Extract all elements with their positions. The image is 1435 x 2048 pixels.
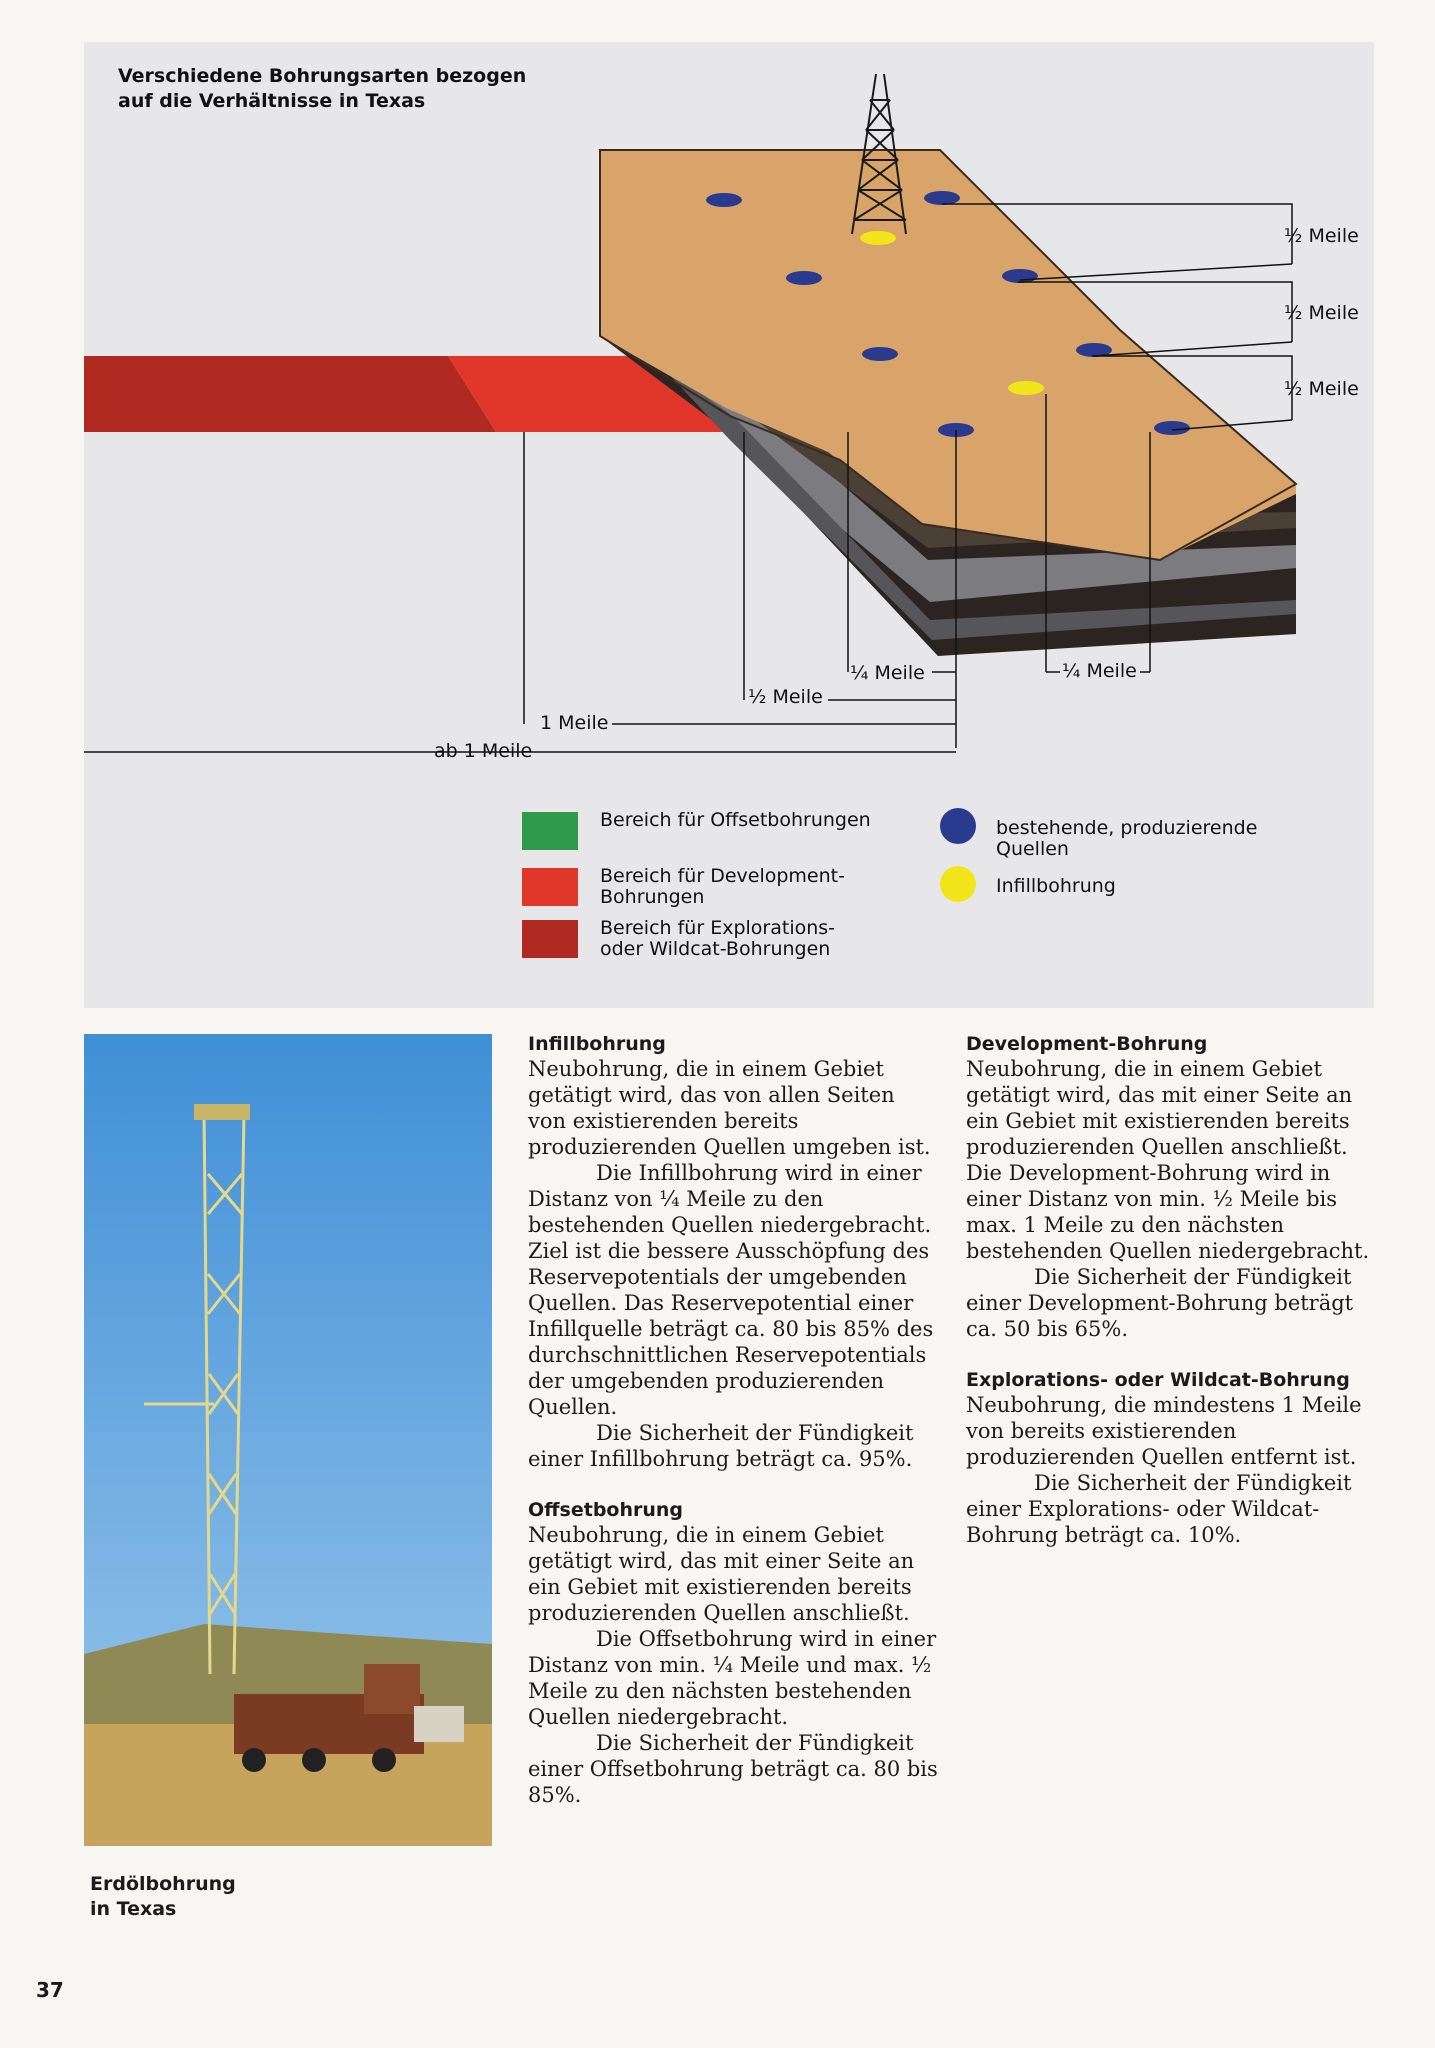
legend-producing-well-icon bbox=[940, 808, 976, 844]
ground-surface bbox=[600, 150, 1296, 560]
distance-label-half: ½ Meile bbox=[748, 686, 823, 708]
photo-caption-line1: Erdölbohrung bbox=[90, 1873, 236, 1895]
legend-infill-well-icon bbox=[940, 866, 976, 902]
distance-label-from-one-mile: ab 1 Meile bbox=[434, 740, 533, 762]
distance-label-quarter-left: ¼ Meile bbox=[850, 662, 925, 684]
distance-label-one-mile: 1 Meile bbox=[540, 712, 609, 734]
infill-well-icon bbox=[1008, 381, 1044, 395]
producing-well-icon bbox=[706, 193, 742, 207]
legend-development-label: Bereich für Development-Bohrungen bbox=[600, 865, 845, 908]
article-exploration-heading: Explorations- oder Wildcat-Bohrung bbox=[966, 1369, 1350, 1391]
producing-well-icon bbox=[1154, 421, 1190, 435]
article-infill-p1: Neubohrung, die in einem Gebiet getätigt wird, das von allen Seiten von existierenden bereits produzierenden Quellen umgeben ist. bbox=[528, 1057, 931, 1159]
article-infill-heading: Infillbohrung bbox=[528, 1033, 666, 1055]
page-number: 37 bbox=[36, 1978, 64, 2002]
producing-well-icon bbox=[1002, 269, 1038, 283]
photo-caption bbox=[90, 1872, 236, 1922]
article-offset-p2: Die Offsetbohrung wird in einer Distanz von min. ¼ Meile und max. ½ Meile zu den nächsten bestehenden Quellen niedergebracht. bbox=[528, 1627, 937, 1729]
distance-label-quarter-right: ¼ Meile bbox=[1062, 660, 1137, 682]
producing-well-icon bbox=[924, 191, 960, 205]
producing-well-icon bbox=[786, 271, 822, 285]
article-offset bbox=[528, 1498, 938, 1808]
legend-development-swatch bbox=[522, 868, 578, 906]
exploration-zone bbox=[84, 356, 496, 432]
diagram-title-line1: Verschiedene Bohrungsarten bezogen bbox=[118, 65, 527, 87]
article-infill-p3: Die Sicherheit der Fündigkeit einer Infillbohrung beträgt ca. 95%. bbox=[528, 1421, 914, 1471]
distance-label-half-bottom: ½ Meile bbox=[1284, 378, 1359, 400]
article-exploration-p1: Neubohrung, die mindestens 1 Meile von bereits existierenden produzierenden Quellen entfernt ist. bbox=[966, 1393, 1362, 1469]
legend-producing-label: bestehende, produzierende Quellen bbox=[996, 817, 1258, 860]
article-infill bbox=[528, 1032, 938, 1472]
text-column-left bbox=[528, 1032, 938, 1834]
article-development-p1: Neubohrung, die in einem Gebiet getätigt wird, das mit einer Seite an ein Gebiet mit existierenden bereits produzierenden Quellen anschließt. Die Development-Bohrung wird in einer Distanz von min. ½ Meile bis max. 1 Meile zu den nächsten bestehenden Quellen niedergebracht. bbox=[966, 1057, 1370, 1263]
legend-infill-label: Infillbohrung bbox=[996, 875, 1116, 897]
diagram-title-line2: auf die Verhältnisse in Texas bbox=[118, 90, 426, 112]
text-column-right bbox=[966, 1032, 1376, 1574]
legend-offset-label: Bereich für Offsetbohrungen bbox=[600, 809, 871, 831]
distance-label-half-top: ½ Meile bbox=[1284, 225, 1359, 247]
article-development-heading: Development-Bohrung bbox=[966, 1033, 1208, 1055]
photo-caption-line2: in Texas bbox=[90, 1898, 177, 1920]
article-offset-heading: Offsetbohrung bbox=[528, 1499, 684, 1521]
legend-exploration-swatch bbox=[522, 920, 578, 958]
article-offset-p3: Die Sicherheit der Fündigkeit einer Offsetbohrung beträgt ca. 80 bis 85%. bbox=[528, 1731, 938, 1807]
distance-label-half-middle: ½ Meile bbox=[1284, 302, 1359, 324]
infill-well-icon bbox=[860, 231, 896, 245]
legend-offset-swatch bbox=[522, 812, 578, 850]
article-offset-p1: Neubohrung, die in einem Gebiet getätigt wird, das mit einer Seite an ein Gebiet mit existierenden bereits produzierenden Quellen anschließt. bbox=[528, 1523, 915, 1625]
article-exploration bbox=[966, 1368, 1376, 1548]
article-development bbox=[966, 1032, 1376, 1342]
oil-rig-photo bbox=[84, 1034, 492, 1846]
legend-exploration-label: Bereich für Explorations- oder Wildcat-Bohrungen bbox=[600, 917, 836, 960]
article-infill-p2: Die Infillbohrung wird in einer Distanz von ¼ Meile zu den bestehenden Quellen niedergebracht. Ziel ist die bessere Ausschöpfung des Reservepotentials der umgebenden Quellen. Das Reservepotential einer Infillquelle beträgt ca. 80 bis 85% des durchschnittlichen Reservepotentials der umgebenden produzierenden Quellen. bbox=[528, 1161, 934, 1419]
article-development-p2: Die Sicherheit der Fündigkeit einer Development-Bohrung beträgt ca. 50 bis 65%. bbox=[966, 1265, 1354, 1341]
article-exploration-p2: Die Sicherheit der Fündigkeit einer Explorations- oder Wildcat-Bohrung beträgt ca. 10%. bbox=[966, 1471, 1352, 1547]
producing-well-icon bbox=[862, 347, 898, 361]
